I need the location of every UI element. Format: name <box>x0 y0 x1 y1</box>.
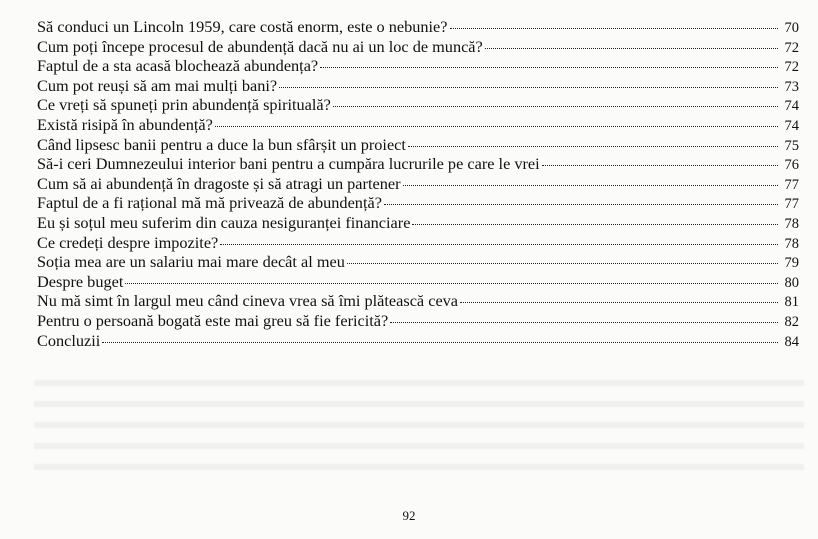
toc-dot-leader <box>347 263 778 264</box>
toc-entry-title: Să-i ceri Dumnezeului interior bani pentru a cumpăra lucrurile pe care le vrei <box>37 154 540 174</box>
toc-entry <box>37 233 799 253</box>
toc-entry-page: 84 <box>784 333 799 350</box>
toc-entry-page: 78 <box>784 235 799 252</box>
toc-dot-leader <box>460 302 778 303</box>
toc-dot-leader <box>333 106 778 107</box>
toc-entry-title: Cum să ai abundență în dragoste și să atragi un partener <box>37 173 401 193</box>
toc-entry-title: Faptul de a fi rațional mă mă privează de abundență? <box>37 193 382 213</box>
toc-entry <box>37 37 799 57</box>
table-of-contents <box>37 17 799 350</box>
toc-dot-leader <box>408 146 778 147</box>
toc-entry-page: 77 <box>784 176 799 193</box>
toc-entry <box>37 311 799 331</box>
toc-entry-title: Ce vreți să spuneți prin abundență spirituală? <box>37 95 331 115</box>
toc-entry-title: Cum pot reuși să am mai mulți bani? <box>37 75 278 95</box>
toc-entry-title: Pentru o persoană bogată este mai greu să fie fericită? <box>37 310 389 330</box>
toc-entry <box>37 154 799 174</box>
toc-entry-title: Cum poți începe procesul de abundență dacă nu ai un loc de muncă? <box>37 36 483 56</box>
toc-entry-title: Concluzii <box>37 330 101 350</box>
page-number: 92 <box>402 508 416 523</box>
toc-dot-leader <box>125 283 778 284</box>
toc-entry-page: 79 <box>784 255 799 272</box>
toc-entry-title: Nu mă simt în largul meu când cineva vrea să îmi plătească ceva <box>37 291 459 311</box>
toc-entry <box>37 17 799 37</box>
toc-entry-title: Eu și soțul meu suferim din cauza nesiguranței financiare <box>37 212 411 232</box>
toc-entry-page: 78 <box>784 215 799 232</box>
toc-dot-leader <box>412 224 778 225</box>
toc-entry-title: Despre buget <box>37 271 124 291</box>
toc-entry-title: Ce credeți despre impozite? <box>37 232 219 252</box>
toc-dot-leader <box>450 28 778 29</box>
toc-dot-leader <box>215 126 778 127</box>
toc-entry-page: 82 <box>784 313 799 330</box>
toc-entry <box>37 56 799 76</box>
toc-entry <box>37 291 799 311</box>
toc-entry <box>37 135 799 155</box>
toc-dot-leader <box>102 342 778 343</box>
toc-dot-leader <box>220 244 778 245</box>
toc-entry <box>37 331 799 351</box>
toc-entry-page: 75 <box>784 137 799 154</box>
toc-entry-page: 74 <box>784 98 799 115</box>
toc-entry-page: 72 <box>784 59 799 76</box>
show-through-text <box>34 370 804 480</box>
toc-entry-page: 81 <box>784 294 799 311</box>
toc-dot-leader <box>485 48 778 49</box>
toc-entry <box>37 272 799 292</box>
toc-entry <box>37 76 799 96</box>
toc-entry <box>37 193 799 213</box>
toc-entry-title: Când lipsesc banii pentru a duce la bun sfârșit un proiect <box>37 134 406 154</box>
toc-entry-title: Soția mea are un salariu mai mare decât al meu <box>37 252 345 272</box>
toc-entry <box>37 252 799 272</box>
toc-dot-leader <box>403 185 779 186</box>
toc-entry-title: Să conduci un Lincoln 1959, care costă enorm, este o nebunie? <box>37 17 448 36</box>
toc-entry-page: 74 <box>784 117 799 134</box>
toc-entry <box>37 213 799 233</box>
toc-entry-page: 73 <box>784 78 799 95</box>
toc-entry-page: 77 <box>784 196 799 213</box>
toc-dot-leader <box>320 67 778 68</box>
toc-entry-page: 72 <box>784 39 799 56</box>
toc-entry-page: 80 <box>784 274 799 291</box>
toc-entry-title: Faptul de a sta acasă blochează abundența? <box>37 56 319 76</box>
toc-entry <box>37 174 799 194</box>
toc-entry-page: 76 <box>784 157 799 174</box>
toc-entry <box>37 115 799 135</box>
toc-entry-page: 70 <box>784 20 799 36</box>
toc-dot-leader <box>279 87 778 88</box>
toc-entry-title: Există risipă în abundență? <box>37 114 213 134</box>
toc-dot-leader <box>542 165 778 166</box>
toc-entry <box>37 95 799 115</box>
toc-dot-leader <box>384 204 778 205</box>
toc-dot-leader <box>390 322 778 323</box>
